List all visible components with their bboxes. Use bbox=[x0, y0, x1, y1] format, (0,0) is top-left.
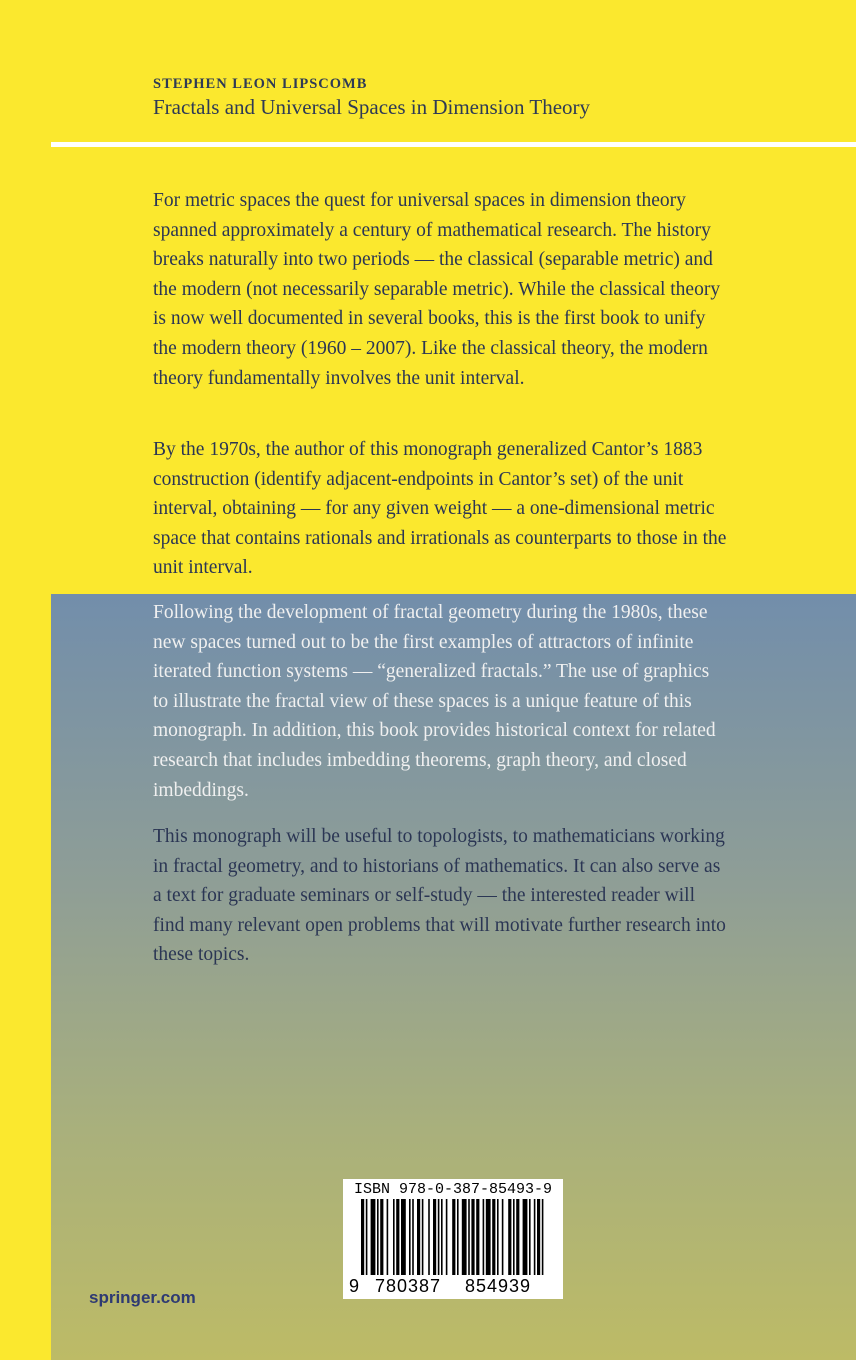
barcode-bar bbox=[468, 1199, 470, 1275]
barcode-bar bbox=[516, 1199, 519, 1275]
isbn-label: ISBN 978-0-387-85493-9 bbox=[353, 1181, 553, 1198]
barcode-bar bbox=[483, 1199, 485, 1275]
barcode-bar bbox=[502, 1199, 504, 1275]
blurb-paragraph-4: This monograph will be useful to topologists, to mathematicians working in fractal geometry, and to historians of mathematics. It can also serve as a text for graduate seminars or self-study — the interested reader will find many relevant open problems that will motivate further research into these topics. bbox=[153, 826, 726, 966]
author-name: STEPHEN LEON LIPSCOMB bbox=[153, 76, 368, 92]
barcode-bar bbox=[513, 1199, 515, 1275]
barcode-left-digits: 780387 bbox=[375, 1276, 442, 1296]
barcode-bar bbox=[542, 1199, 544, 1275]
barcode-bar bbox=[428, 1199, 430, 1275]
barcode-bar bbox=[409, 1199, 411, 1275]
barcode-bar bbox=[462, 1199, 467, 1275]
barcode-bar bbox=[529, 1199, 531, 1275]
barcode-bar bbox=[486, 1199, 491, 1275]
barcode-right-digits: 854939 bbox=[465, 1276, 532, 1296]
barcode-bar bbox=[457, 1199, 459, 1275]
barcode-bar bbox=[446, 1199, 448, 1275]
barcode-bar bbox=[471, 1199, 474, 1275]
barcode-bar bbox=[417, 1199, 420, 1275]
barcode-bar bbox=[438, 1199, 440, 1275]
barcode-bar bbox=[492, 1199, 495, 1275]
barcode-bar bbox=[433, 1199, 436, 1275]
book-title: Fractals and Universal Spaces in Dimension Theory bbox=[153, 95, 591, 119]
publisher-website: springer.com bbox=[89, 1288, 196, 1307]
barcode-lead-digit: 9 bbox=[349, 1276, 361, 1296]
blurb-paragraph-3: Following the development of fractal geometry during the 1980s, these new spaces turned out to be the first examples of attractors of infinite iterated function systems — “generalized fractals.” The use of graphics to illustrate the fractal view of these spaces is a unique feature of this monograph. In addition, this book provides historical context for related research that includes imbedding theorems, graph theory, and closed imbeddings. bbox=[153, 602, 716, 801]
barcode-bar bbox=[523, 1199, 528, 1275]
barcode-bar bbox=[476, 1199, 479, 1275]
barcode-bar bbox=[380, 1199, 383, 1275]
blurb-paragraph-2: By the 1970s, the author of this monograph generalized Cantor’s 1883 construction (identify adjacent-endpoints in Cantor’s set) of the unit interval, obtaining — for any given weight — a one-dimensional metric space that contains rationals and irrationals as counterparts to those in the unit interval. bbox=[153, 439, 727, 579]
barcode-bar bbox=[422, 1199, 424, 1275]
barcode-bar bbox=[393, 1199, 395, 1275]
barcode-bar bbox=[534, 1199, 536, 1275]
barcode-bar bbox=[396, 1199, 399, 1275]
barcode-bar bbox=[412, 1199, 414, 1275]
barcode-bar bbox=[371, 1199, 376, 1275]
barcode-bar bbox=[387, 1199, 389, 1275]
barcode-bar bbox=[508, 1199, 511, 1275]
barcode-bar bbox=[537, 1199, 540, 1275]
barcode-bar bbox=[361, 1199, 364, 1275]
barcode-bars bbox=[361, 1199, 545, 1275]
barcode-bar bbox=[452, 1199, 455, 1275]
blurb-paragraph-1: For metric spaces the quest for universal spaces in dimension theory spanned approximately a century of mathematical research. The history breaks naturally into two periods — the classical (separable metric) and the modern (not necessarily separable metric). While the classical theory is now well documented in several books, this is the first book to unify the modern theory (1960 – 2007). Like the classical theory, the modern theory fundamentally involves the unit interval. bbox=[153, 190, 721, 389]
cover-spine-edge bbox=[0, 0, 51, 1360]
barcode-bar bbox=[366, 1199, 368, 1275]
barcode-bar bbox=[401, 1199, 406, 1275]
isbn-barcode bbox=[343, 1179, 563, 1299]
barcode-bar bbox=[441, 1199, 443, 1275]
barcode-bar bbox=[497, 1199, 499, 1275]
header-divider bbox=[51, 142, 856, 147]
barcode-bar bbox=[377, 1199, 379, 1275]
